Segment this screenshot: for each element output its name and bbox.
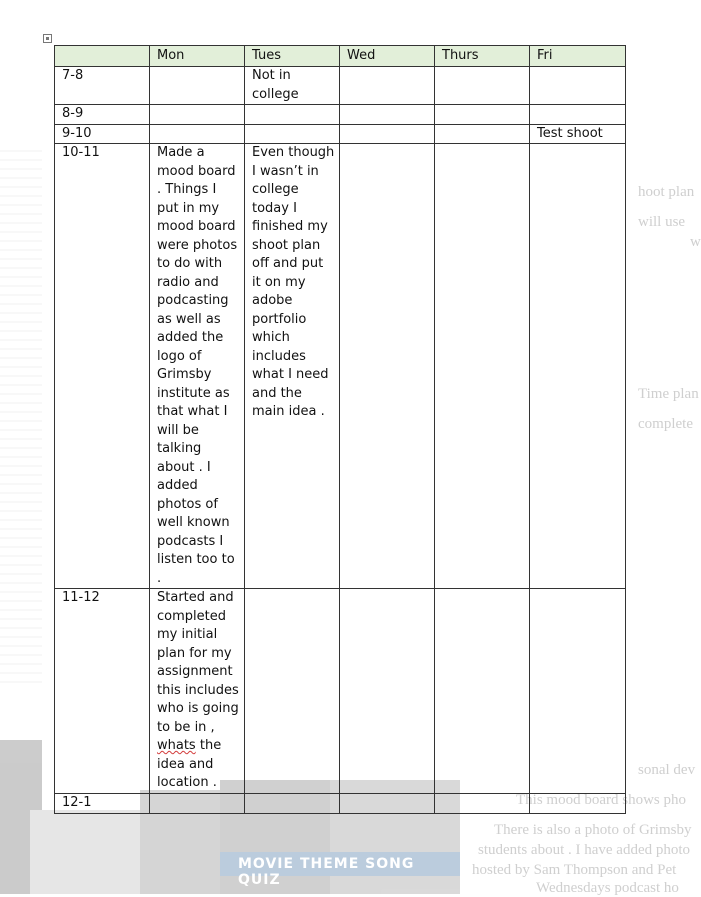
cell-tues[interactable]: Even though I wasn’t in college today I finished my shoot plan off and put it on my adobe portfolio which includes what I need and the main idea . [245, 144, 340, 589]
cell-wed[interactable] [340, 67, 435, 105]
header-row [55, 46, 626, 67]
cell-wed[interactable] [340, 589, 435, 794]
cell-thurs[interactable] [435, 67, 530, 105]
cell-wed[interactable] [340, 124, 435, 144]
table-row [55, 105, 626, 125]
cell-time[interactable]: 9-10 [55, 124, 150, 144]
cell-fri[interactable] [530, 144, 626, 589]
cell-thurs[interactable] [435, 105, 530, 125]
ghost-collage-caption: MOVIE THEME SONG QUIZ [238, 856, 415, 888]
ghost-text: Time plan [638, 386, 699, 402]
cell-mon[interactable] [150, 105, 245, 125]
cell-wed[interactable] [340, 144, 435, 589]
header-tues: Tues [245, 46, 340, 67]
cell-time[interactable]: 10-11 [55, 144, 150, 589]
cell-text: the idea and location . [157, 738, 222, 790]
cell-mon[interactable] [150, 124, 245, 144]
cell-fri[interactable] [530, 794, 626, 814]
spelling-error-word[interactable]: whats [157, 738, 196, 753]
cell-tues[interactable]: Not in college [245, 67, 340, 105]
ghost-text: Wednesdays podcast ho [536, 880, 679, 896]
cell-tues[interactable] [245, 794, 340, 814]
cell-time[interactable]: 12-1 [55, 794, 150, 814]
cell-mon[interactable] [150, 67, 245, 105]
ghost-text: will use [638, 214, 686, 230]
cell-fri[interactable] [530, 105, 626, 125]
cell-tues[interactable] [245, 589, 340, 794]
cell-time[interactable]: 7-8 [55, 67, 150, 105]
table-row [55, 144, 626, 589]
timetable [54, 45, 626, 814]
cell-mon[interactable] [150, 589, 245, 794]
cell-thurs[interactable] [435, 144, 530, 589]
cell-fri[interactable] [530, 67, 626, 105]
ghost-text: sonal dev [638, 762, 696, 778]
cell-text: Started and completed my initial plan for my assignment this includes who is going to be in , [157, 590, 239, 735]
cell-time[interactable]: 11-12 [55, 589, 150, 794]
ghost-text: hoot plan [638, 184, 695, 200]
ghost-text: complete [638, 416, 693, 432]
table-row [55, 67, 626, 105]
cell-fri[interactable] [530, 589, 626, 794]
cell-wed[interactable] [340, 105, 435, 125]
cell-thurs[interactable] [435, 589, 530, 794]
cell-thurs[interactable] [435, 124, 530, 144]
cell-mon[interactable]: Made a mood board . Things I put in my mood board were photos to do with radio and podcasting as well as added the logo of Grimsby institute as that what I will be talking about . I added photos of well known podcasts I listen too to . [150, 144, 245, 589]
header-fri: Fri [530, 46, 626, 67]
ghost-text: students about . I have added photo [478, 842, 691, 858]
header-time [55, 46, 150, 67]
ghost-text: hosted by Sam Thompson and Pet [472, 862, 677, 878]
cell-time[interactable]: 8-9 [55, 105, 150, 125]
cell-tues[interactable] [245, 105, 340, 125]
header-thurs: Thurs [435, 46, 530, 67]
header-wed: Wed [340, 46, 435, 67]
cell-mon[interactable] [150, 794, 245, 814]
table-move-handle[interactable] [43, 34, 52, 43]
header-mon: Mon [150, 46, 245, 67]
ghost-text: This mood board shows pho [516, 792, 686, 808]
table-row [55, 124, 626, 144]
table-row [55, 794, 626, 814]
cell-tues[interactable] [245, 124, 340, 144]
ghost-text: w [690, 234, 701, 250]
ghost-sidebar [0, 150, 42, 690]
ghost-text: There is also a photo of Grimsby [494, 822, 692, 838]
cell-thurs[interactable] [435, 794, 530, 814]
cell-wed[interactable] [340, 794, 435, 814]
table-row [55, 589, 626, 794]
cell-fri[interactable]: Test shoot [530, 124, 626, 144]
